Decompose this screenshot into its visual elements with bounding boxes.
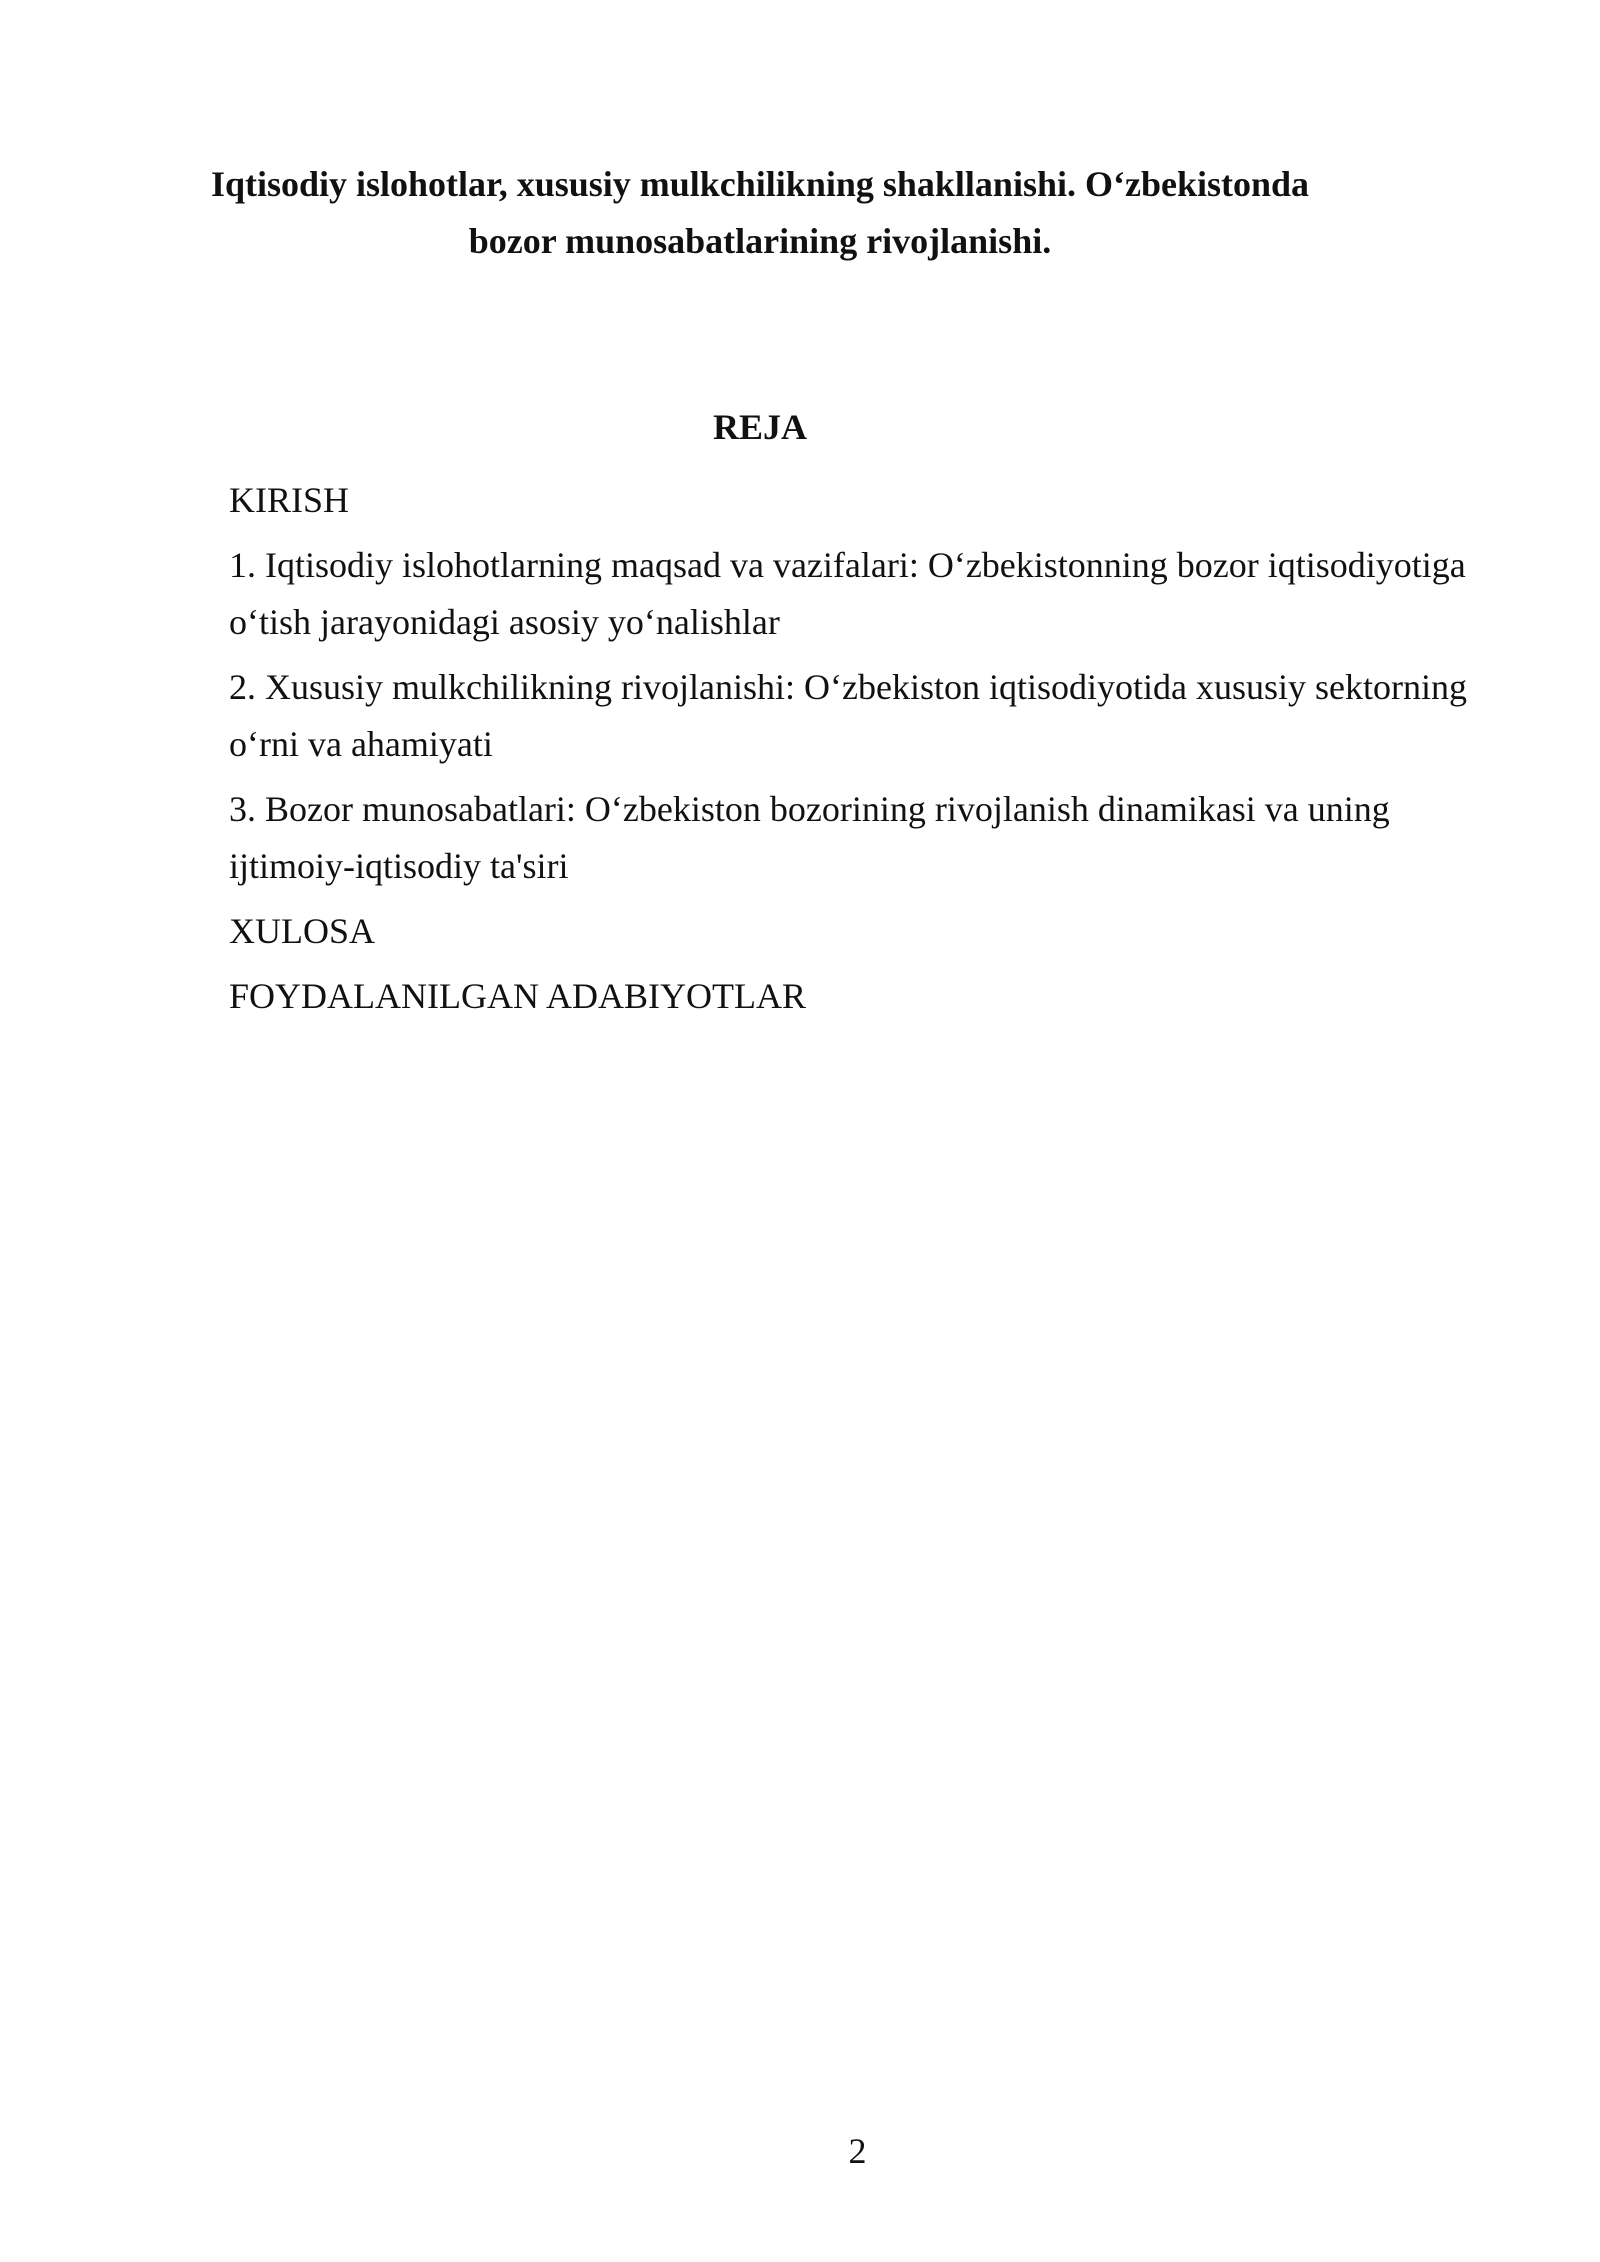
plan-item-3: 3. Bozor munosabatlari: O‘zbekiston bozorining rivojlanish dinamikasi va uning ijtimoiy-iqtisodiy ta'siri xyxy=(229,789,1390,886)
plan-heading: REJA xyxy=(712,407,807,447)
plan-item-1: 1. Iqtisodiy islohotlarning maqsad va vazifalari: O‘zbekistonning bozor iqtisodiyotiga o‘tish jarayonidagi asosiy yo‘nalishlar xyxy=(229,545,1466,642)
plan-item-introduction: KIRISH xyxy=(229,480,350,520)
document-title: Iqtisodiy islohotlar, xususiy mulkchilikning shakllanishi. O‘zbekistonda bozor munosabatlarining rivojlanishi. xyxy=(210,164,1310,261)
plan-list xyxy=(229,472,1489,1033)
plan-item-2: 2. Xususiy mulkchilikning rivojlanishi: O‘zbekiston iqtisodiyotida xususiy sektorning o‘rni va ahamiyati xyxy=(229,667,1467,764)
plan-item-conclusion: XULOSA xyxy=(229,911,376,951)
plan-item-references: FOYDALANILGAN ADABIYOTLAR xyxy=(229,976,806,1016)
page-number: 2 xyxy=(848,2131,867,2171)
